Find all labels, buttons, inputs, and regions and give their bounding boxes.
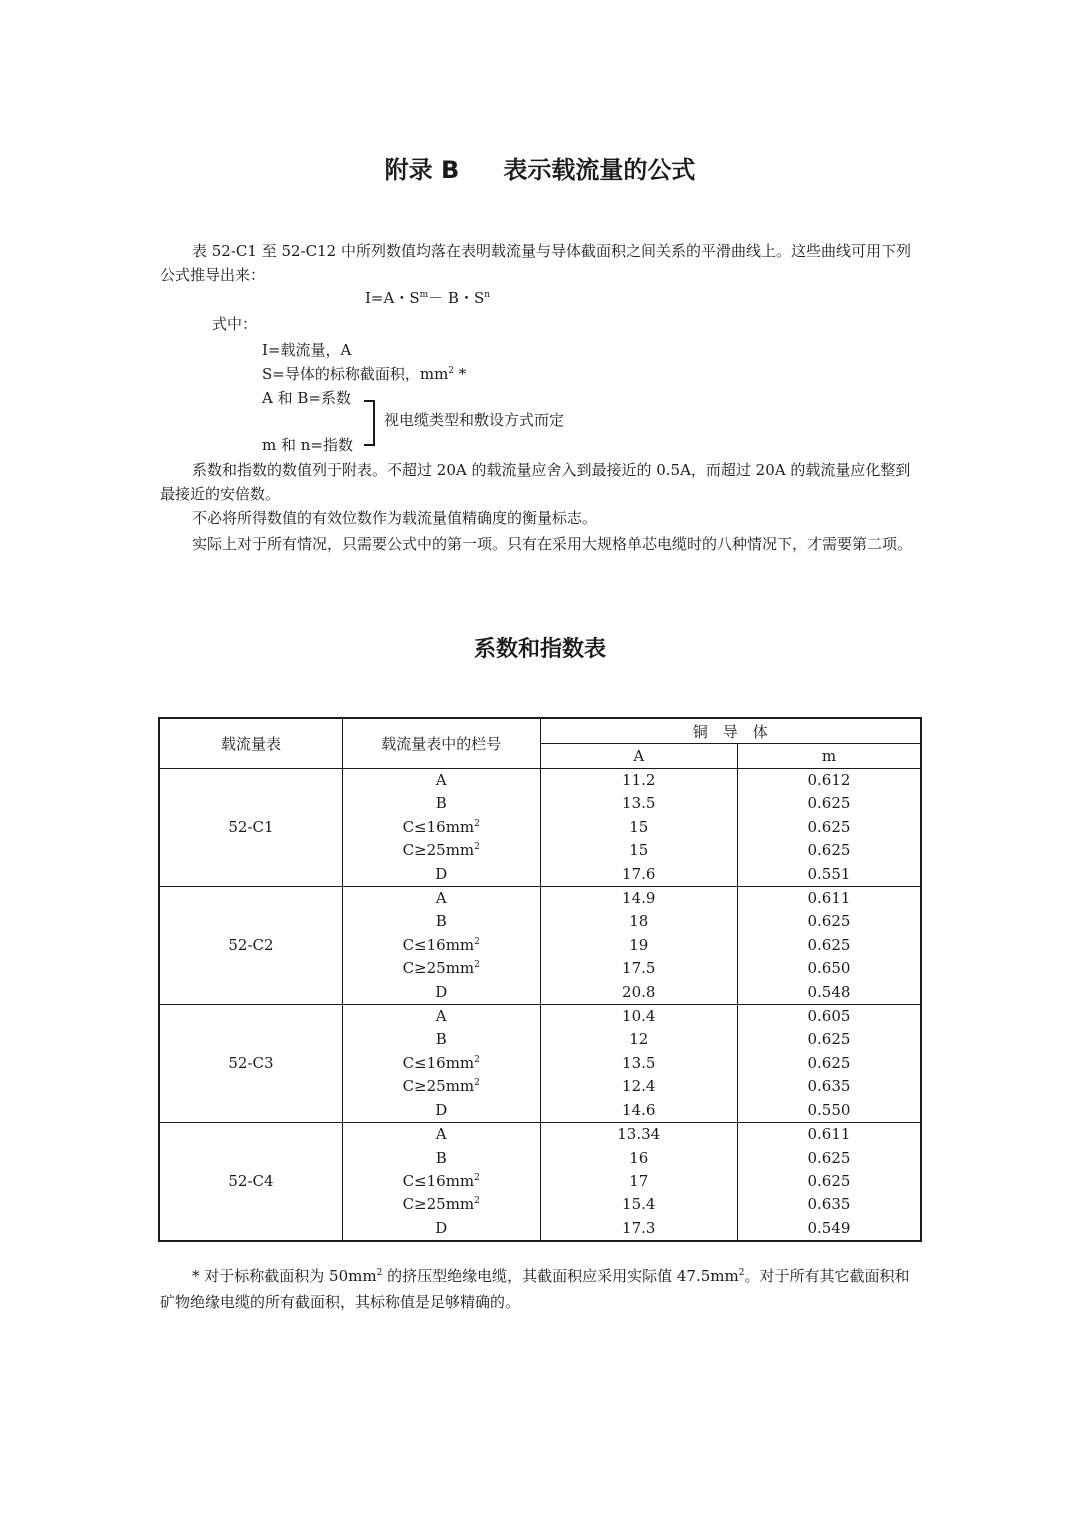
footnote-part3: 。对于所有其它截面积和矿物绝缘电缆的所有截面积，其标称值是足够精确的。 — [160, 1267, 910, 1311]
footnote-exp1: 2 — [376, 1268, 383, 1278]
exponent-m-cell: 0.611 — [737, 1123, 921, 1147]
coefficient-a-cell: 15 — [540, 816, 737, 839]
column-number-text: C≥25mm — [402, 959, 475, 978]
footnote-part2: 的挤压型绝缘电缆，其截面积应采用实际值 47.5mm — [382, 1267, 739, 1285]
column-number-exp: 2 — [474, 960, 480, 971]
exponent-m-cell: 0.551 — [737, 863, 921, 887]
exponent-m-cell: 0.625 — [737, 839, 921, 862]
column-number-cell — [342, 1028, 540, 1051]
exponent-m-cell: 0.625 — [737, 1170, 921, 1193]
coefficient-a-cell: 14.9 — [540, 887, 737, 911]
coefficient-a-cell: 10.4 — [540, 1005, 737, 1029]
column-number-exp: 2 — [474, 1196, 480, 1207]
exponent-m-cell: 0.635 — [737, 1075, 921, 1098]
formula-middle: － B・S — [428, 289, 485, 307]
column-number-cell — [342, 792, 540, 815]
exponent-m-cell: 0.550 — [737, 1099, 921, 1123]
table-name-cell: 52-C3 — [159, 1005, 342, 1123]
column-number-text: A — [435, 771, 447, 789]
coefficient-a-cell: 12.4 — [540, 1075, 737, 1098]
header-column-number: 载流量表中的栏号 — [342, 718, 540, 769]
exponent-m-cell: 0.625 — [737, 1052, 921, 1075]
column-number-cell — [342, 957, 540, 980]
coefficient-a-cell: 17.6 — [540, 863, 737, 887]
column-number-cell — [342, 769, 540, 793]
coefficient-a-cell: 17.5 — [540, 957, 737, 980]
column-number-text: C≤16mm — [402, 935, 475, 954]
table-row — [159, 1005, 921, 1029]
column-number-cell — [342, 863, 540, 887]
column-number-cell — [342, 1005, 540, 1029]
column-number-cell — [342, 1075, 540, 1098]
column-number-text: D — [435, 1218, 448, 1237]
column-number-text: D — [435, 982, 448, 1001]
exponent-m-cell: 0.625 — [737, 1147, 921, 1170]
header-copper-conductor: 铜 导 体 — [540, 718, 921, 744]
definition-s-mark: * — [454, 365, 467, 383]
formula-exp-n: n — [484, 290, 491, 300]
column-number-text: B — [435, 912, 447, 931]
column-number-cell — [342, 1123, 540, 1147]
intro-paragraph: 表 52-C1 至 52-C12 中所列数值均落在表明载流量与导体截面积之间关系的平滑曲线上。这些曲线可用下列公式推导出来： — [160, 242, 911, 284]
exponent-m-cell: 0.625 — [737, 792, 921, 815]
column-number-text: B — [435, 1030, 447, 1049]
definition-s — [262, 363, 466, 384]
header-m: m — [737, 744, 921, 769]
column-number-cell — [342, 1147, 540, 1170]
column-number-text: D — [435, 1100, 448, 1119]
definition-ab: A 和 B=系数 — [262, 389, 351, 407]
column-number-exp: 2 — [474, 818, 480, 829]
column-number-text: A — [435, 1125, 447, 1144]
column-number-text: C≤16mm — [402, 1171, 475, 1190]
exponent-m-cell: 0.635 — [737, 1193, 921, 1216]
column-number-text: D — [435, 864, 448, 883]
exponent-m-cell: 0.548 — [737, 981, 921, 1005]
column-number-cell — [342, 934, 540, 957]
exponent-m-cell: 0.625 — [737, 1028, 921, 1051]
where-label: 式中： — [212, 315, 258, 333]
formula-left: I=A・S — [365, 289, 420, 307]
coefficient-a-cell: 13.5 — [540, 792, 737, 815]
exponent-m-cell: 0.612 — [737, 769, 921, 793]
bracket-note: 视电缆类型和敷设方式而定 — [384, 411, 565, 429]
column-number-cell — [342, 816, 540, 839]
appendix-title — [0, 150, 1080, 185]
column-number-text: B — [435, 1148, 447, 1167]
coefficient-table — [158, 717, 922, 1242]
current-formula — [365, 287, 490, 308]
right-bracket — [364, 400, 375, 446]
exponent-m-cell: 0.650 — [737, 957, 921, 980]
column-number-exp: 2 — [474, 1172, 480, 1183]
column-number-cell — [342, 1099, 540, 1123]
column-number-text: A — [435, 889, 447, 908]
footnote-part1: * 对于标称截面积为 50mm — [192, 1267, 377, 1285]
header-table: 载流量表 — [159, 718, 342, 769]
footnote-exp2: 2 — [738, 1268, 745, 1278]
column-number-text: C≥25mm — [402, 1195, 475, 1214]
column-number-cell — [342, 910, 540, 933]
definition-i: I=载流量，A — [262, 341, 352, 359]
footnote — [160, 1263, 922, 1315]
formula-exp-m: m — [419, 290, 429, 300]
column-number-exp: 2 — [474, 936, 480, 947]
definition-s-exp: 2 — [448, 366, 455, 376]
coefficient-a-cell: 16 — [540, 1147, 737, 1170]
appendix-label: 附录 B — [384, 156, 460, 184]
table-name-cell: 52-C2 — [159, 887, 342, 1005]
table-body — [159, 769, 921, 1242]
coefficient-a-cell: 13.34 — [540, 1123, 737, 1147]
column-number-exp: 2 — [474, 1054, 480, 1065]
coefficient-a-cell: 18 — [540, 910, 737, 933]
appendix-heading-text: 表示载流量的公式 — [503, 156, 696, 184]
coefficient-a-cell: 11.2 — [540, 769, 737, 793]
column-number-cell — [342, 981, 540, 1005]
column-number-text: C≥25mm — [402, 1077, 475, 1096]
paragraph-terms: 实际上对于所有情况，只需要公式中的第一项。只有在采用大规格单芯电缆时的八种情况下，才需要第二项。 — [192, 535, 913, 553]
column-number-text: A — [435, 1007, 447, 1026]
table-row — [159, 887, 921, 911]
table-name-cell: 52-C4 — [159, 1123, 342, 1242]
column-number-text: C≤16mm — [402, 1053, 475, 1072]
column-number-cell — [342, 1193, 540, 1216]
coefficient-a-cell: 15 — [540, 839, 737, 862]
column-number-cell — [342, 1217, 540, 1241]
exponent-m-cell: 0.625 — [737, 816, 921, 839]
exponent-m-cell: 0.625 — [737, 910, 921, 933]
coefficient-a-cell: 12 — [540, 1028, 737, 1051]
column-number-text: B — [435, 794, 447, 813]
coefficient-a-cell: 17 — [540, 1170, 737, 1193]
coefficient-a-cell: 20.8 — [540, 981, 737, 1005]
coefficient-a-cell: 15.4 — [540, 1193, 737, 1216]
coefficient-a-cell: 19 — [540, 934, 737, 957]
definition-s-text: S=导体的标称截面积，mm — [262, 365, 449, 383]
column-number-cell — [342, 1170, 540, 1193]
exponent-m-cell: 0.605 — [737, 1005, 921, 1029]
coefficient-a-cell: 17.3 — [540, 1217, 737, 1241]
column-number-text: C≥25mm — [402, 841, 475, 860]
exponent-m-cell: 0.625 — [737, 934, 921, 957]
table-row — [159, 769, 921, 793]
header-a: A — [540, 744, 737, 769]
paragraph-rounding: 系数和指数的数值列于附表。不超过 20A 的载流量应舍入到最接近的 0.5A，而超过 20A 的载流量应化整到最接近的安倍数。 — [160, 461, 911, 503]
paragraph-precision: 不必将所得数值的有效位数作为载流量值精确度的衡量标志。 — [192, 509, 598, 527]
column-number-cell — [342, 887, 540, 911]
definition-mn: m 和 n=指数 — [262, 436, 353, 454]
exponent-m-cell: 0.549 — [737, 1217, 921, 1241]
column-number-cell — [342, 839, 540, 862]
column-number-cell — [342, 1052, 540, 1075]
column-number-exp: 2 — [474, 842, 480, 853]
column-number-text: C≤16mm — [402, 817, 475, 836]
column-number-exp: 2 — [474, 1078, 480, 1089]
coefficient-a-cell: 14.6 — [540, 1099, 737, 1123]
table-row — [159, 1123, 921, 1147]
table-name-cell: 52-C1 — [159, 769, 342, 887]
table-title: 系数和指数表 — [473, 637, 606, 662]
exponent-m-cell: 0.611 — [737, 887, 921, 911]
coefficient-a-cell: 13.5 — [540, 1052, 737, 1075]
